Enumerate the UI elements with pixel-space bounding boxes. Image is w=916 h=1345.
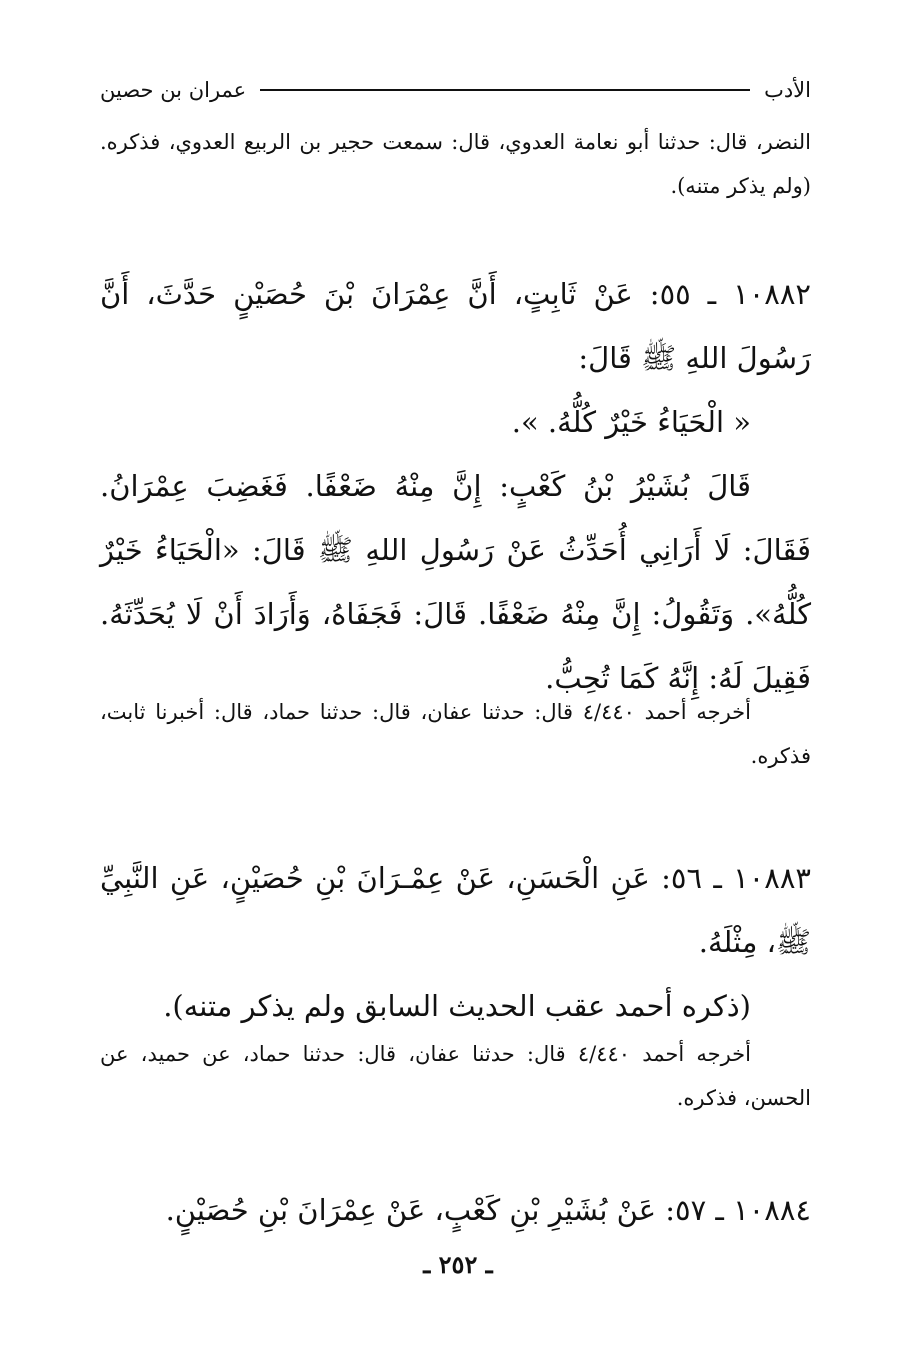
takhrij-text-10882: أخرجه أحمد ٤/٤٤٠ قال: حدثنا عفان، قال: حدثنا حماد، قال: أخبرنا ثابت، فذكره. xyxy=(100,700,811,768)
hadith-10882 xyxy=(100,262,811,710)
header-rule xyxy=(260,89,750,91)
hadith-10883-isnad: ١٠٨٨٣ ـ ٥٦: عَنِ الْحَسَنِ، عَنْ عِمْـرَانَ بْنِ حُصَيْنٍ، عَنِ النَّبِيِّ ﷺ، مِثْلَهُ. xyxy=(100,861,811,959)
hadith-10882-matn: « الْحَيَاءُ خَيْرٌ كُلُّهُ. ». xyxy=(511,405,751,439)
section-title: عمران بن حصين xyxy=(100,78,247,102)
hadith-10883 xyxy=(100,846,811,1038)
intro-paragraph xyxy=(100,120,811,208)
hadith-10883-takhrij xyxy=(100,1032,811,1120)
hadith-10882-takhrij xyxy=(100,690,811,778)
chapter-title: الأدب xyxy=(764,78,811,102)
running-header xyxy=(100,72,811,108)
page-number: ـ ٢٥٢ ـ xyxy=(423,1250,493,1279)
hadith-10884 xyxy=(100,1178,811,1242)
hadith-10882-story: قَالَ بُشَيْرُ بْنُ كَعْبٍ: إِنَّ مِنْهُ ضَعْفًا. فَغَضِبَ عِمْرَانُ. فَقَالَ: لَا أَرَانِي أُحَدِّثُ عَنْ رَسُولِ اللهِ ﷺ قَالَ: «الْحَيَاءُ خَيْرٌ كُلُّهُ». وَتَقُولُ: إِنَّ مِنْهُ ضَعْفًا. قَالَ: فَجَفَاهُ، وَأَرَادَ أَنْ لَا يُحَدِّثَهُ. فَقِيلَ لَهُ: إِنَّهُ كَمَا تُحِبُّ. xyxy=(100,469,811,695)
takhrij-text-10883: أخرجه أحمد ٤/٤٤٠ قال: حدثنا عفان، قال: حدثنا حماد، عن حميد، عن الحسن، فذكره. xyxy=(100,1042,811,1110)
hadith-10884-isnad: ١٠٨٨٤ ـ ٥٧: عَنْ بُشَيْرِ بْنِ كَعْبٍ، عَنْ عِمْرَانَ بْنِ حُصَيْنٍ. xyxy=(165,1193,811,1227)
hadith-10883-note: (ذكره أحمد عقب الحديث السابق ولم يذكر متنه). xyxy=(163,989,751,1023)
intro-text: النضر، قال: حدثنا أبو نعامة العدوي، قال: سمعت حجير بن الربيع العدوي، فذكره. (ولم يذكر متنه). xyxy=(100,130,811,198)
hadith-10882-isnad: ١٠٨٨٢ ـ ٥٥: عَنْ ثَابِتٍ، أَنَّ عِمْرَانَ بْنَ حُصَيْنٍ حَدَّثَ، أَنَّ رَسُولَ اللهِ ﷺ قَالَ: xyxy=(100,277,812,375)
